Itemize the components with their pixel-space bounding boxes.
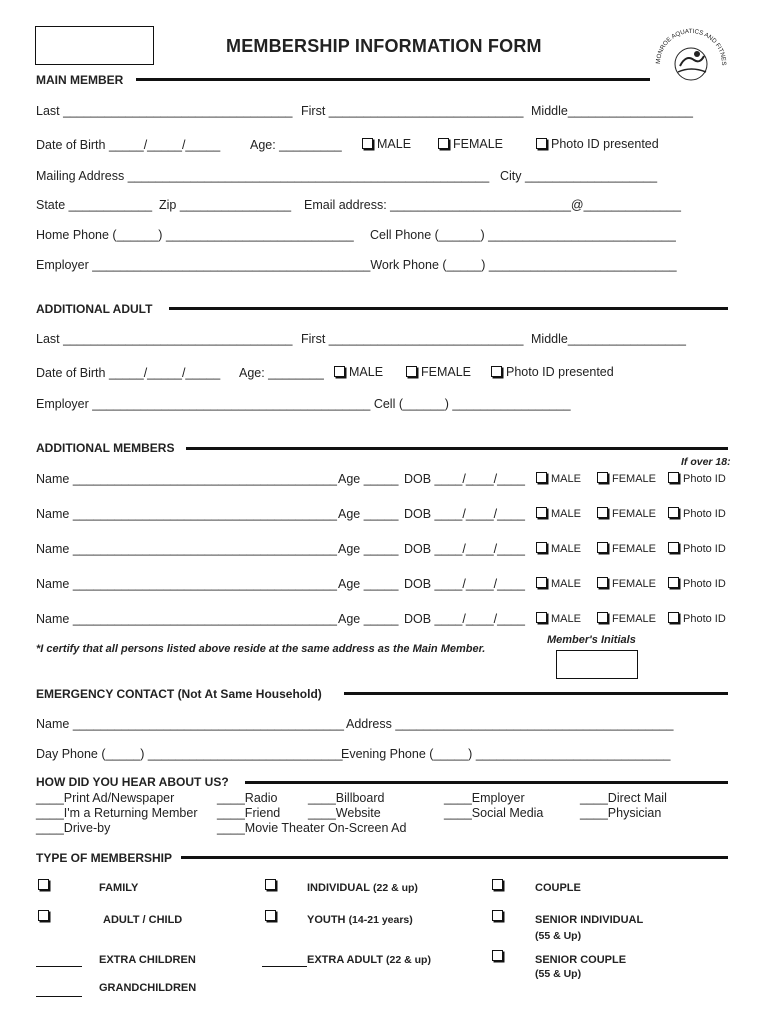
adult-middle-field[interactable]: Middle_________________ bbox=[531, 332, 687, 346]
member-dob-field[interactable]: DOB ____/____/____ bbox=[404, 542, 525, 556]
member-female-option[interactable]: FEMALE bbox=[597, 612, 656, 625]
emergency-day-phone-field[interactable]: Day Phone (_____) ____________________________ bbox=[36, 747, 343, 761]
senior-couple-checkbox[interactable] bbox=[492, 950, 503, 961]
youth-option: YOUTH (14-21 years) bbox=[307, 914, 413, 926]
hear-returning[interactable]: ____I'm a Returning Member bbox=[36, 806, 198, 820]
hear-direct-mail[interactable]: ____Direct Mail bbox=[580, 791, 667, 805]
checkbox-icon[interactable] bbox=[536, 472, 547, 483]
extra-children-label: EXTRA CHILDREN bbox=[99, 954, 196, 966]
member-female-option[interactable]: FEMALE bbox=[597, 577, 656, 590]
main-state-field[interactable]: State ____________ bbox=[36, 198, 153, 212]
adult-last-field[interactable]: Last _________________________________ bbox=[36, 332, 293, 346]
adult-photo-option[interactable]: Photo ID presented bbox=[491, 365, 614, 379]
main-middle-field[interactable]: Middle__________________ bbox=[531, 104, 693, 118]
section-rule bbox=[344, 692, 728, 695]
membership-heading: TYPE OF MEMBERSHIP bbox=[36, 851, 173, 865]
senior-individual-note: (55 & Up) bbox=[535, 930, 582, 942]
checkbox-icon[interactable] bbox=[536, 507, 547, 518]
hear-social-media[interactable]: ____Social Media bbox=[444, 806, 544, 820]
section-rule bbox=[169, 307, 728, 310]
checkbox-icon[interactable] bbox=[334, 366, 345, 377]
checkbox-icon[interactable] bbox=[597, 612, 608, 623]
member-photo-option[interactable]: Photo ID bbox=[668, 542, 726, 555]
member-male-option[interactable]: MALE bbox=[536, 507, 581, 520]
hear-website[interactable]: ____Website bbox=[308, 806, 381, 820]
couple-checkbox[interactable] bbox=[492, 879, 503, 890]
checkbox-icon[interactable] bbox=[438, 138, 449, 149]
family-label: FAMILY bbox=[99, 882, 139, 894]
member-photo-option[interactable]: Photo ID bbox=[668, 577, 726, 590]
member-age-field[interactable]: Age _____ bbox=[338, 577, 399, 591]
adult-dob-field[interactable]: Date of Birth _____/_____/_____ bbox=[36, 366, 221, 380]
member-female-option[interactable]: FEMALE bbox=[597, 507, 656, 520]
checkbox-icon[interactable] bbox=[668, 542, 679, 553]
checkbox-icon[interactable] bbox=[362, 138, 373, 149]
main-member-heading: MAIN MEMBER bbox=[36, 73, 124, 87]
main-male-option[interactable]: MALE bbox=[362, 137, 411, 151]
section-rule bbox=[181, 856, 728, 859]
main-photo-option[interactable]: Photo ID presented bbox=[536, 137, 659, 151]
member-dob-field[interactable]: DOB ____/____/____ bbox=[404, 472, 525, 486]
family-checkbox[interactable] bbox=[38, 879, 49, 890]
main-dob-field[interactable]: Date of Birth _____/_____/_____ bbox=[36, 138, 221, 152]
checkbox-icon[interactable] bbox=[536, 577, 547, 588]
logo-text: MONROE AQUATICS AND FITNES bbox=[654, 27, 728, 66]
member-name-field[interactable]: Name ______________________________________ bbox=[36, 542, 337, 556]
member-male-option[interactable]: MALE bbox=[536, 612, 581, 625]
checkbox-icon[interactable] bbox=[491, 366, 502, 377]
main-first-field[interactable]: First ____________________________ bbox=[301, 104, 524, 118]
main-age-field[interactable]: Age: _________ bbox=[250, 138, 342, 152]
checkbox-icon[interactable] bbox=[536, 542, 547, 553]
member-age-field[interactable]: Age _____ bbox=[338, 612, 399, 626]
member-female-option[interactable]: FEMALE bbox=[597, 472, 656, 485]
hear-radio[interactable]: ____Radio bbox=[217, 791, 278, 805]
member-age-field[interactable]: Age _____ bbox=[338, 507, 399, 521]
hear-movie-theater[interactable]: ____Movie Theater On-Screen Ad bbox=[217, 821, 407, 835]
checkbox-icon[interactable] bbox=[597, 577, 608, 588]
emergency-address-field[interactable]: Address ________________________________________ bbox=[346, 717, 674, 731]
emergency-heading: EMERGENCY CONTACT (Not At Same Household) bbox=[36, 687, 322, 701]
adult-child-checkbox[interactable] bbox=[38, 910, 49, 921]
adult-child-label: ADULT / CHILD bbox=[103, 914, 183, 926]
grandchildren-label: GRANDCHILDREN bbox=[99, 982, 197, 994]
checkbox-icon[interactable] bbox=[668, 577, 679, 588]
initials-label: Member's Initials bbox=[547, 634, 636, 646]
logo bbox=[652, 20, 730, 84]
member-age-field[interactable]: Age _____ bbox=[338, 472, 399, 486]
member-dob-field[interactable]: DOB ____/____/____ bbox=[404, 577, 525, 591]
member-dob-field[interactable]: DOB ____/____/____ bbox=[404, 507, 525, 521]
member-name-field[interactable]: Name ______________________________________ bbox=[36, 577, 337, 591]
adult-male-option[interactable]: MALE bbox=[334, 365, 383, 379]
member-age-field[interactable]: Age _____ bbox=[338, 542, 399, 556]
member-male-option[interactable]: MALE bbox=[536, 472, 581, 485]
hear-physician[interactable]: ____Physician bbox=[580, 806, 662, 820]
checkbox-icon[interactable] bbox=[536, 612, 547, 623]
section-rule bbox=[186, 447, 728, 450]
senior-couple-label: SENIOR COUPLE bbox=[535, 954, 627, 966]
section-rule bbox=[136, 78, 650, 81]
hear-drive-by[interactable]: ____Drive-by bbox=[36, 821, 111, 835]
main-zip-field[interactable]: Zip ________________ bbox=[159, 198, 292, 212]
member-name-field[interactable]: Name ______________________________________ bbox=[36, 507, 337, 521]
adult-female-option[interactable]: FEMALE bbox=[406, 365, 471, 379]
office-use-box[interactable] bbox=[35, 26, 154, 65]
additional-members-heading: ADDITIONAL MEMBERS bbox=[36, 441, 175, 455]
member-male-option[interactable]: MALE bbox=[536, 542, 581, 555]
checkbox-icon[interactable] bbox=[597, 472, 608, 483]
hear-friend[interactable]: ____Friend bbox=[217, 806, 281, 820]
checkbox-icon[interactable] bbox=[668, 612, 679, 623]
emergency-evening-phone-field[interactable]: Evening Phone (_____) ____________________________ bbox=[341, 747, 671, 761]
member-dob-field[interactable]: DOB ____/____/____ bbox=[404, 612, 525, 626]
checkbox-icon[interactable] bbox=[406, 366, 417, 377]
senior-couple-note: (55 & Up) bbox=[535, 968, 582, 980]
checkbox-icon[interactable] bbox=[597, 542, 608, 553]
section-rule bbox=[245, 781, 728, 784]
hear-print-ad[interactable]: ____Print Ad/Newspaper bbox=[36, 791, 175, 805]
form-title: MEMBERSHIP INFORMATION FORM bbox=[226, 36, 542, 56]
main-mailing-field[interactable]: Mailing Address ____________________________________________________ bbox=[36, 169, 490, 183]
member-name-field[interactable]: Name ______________________________________ bbox=[36, 472, 337, 486]
member-photo-option[interactable]: Photo ID bbox=[668, 612, 726, 625]
main-employer-field[interactable]: Employer ________________________________________Work Phone (_____) ___________________________ bbox=[36, 258, 677, 272]
checkbox-icon[interactable] bbox=[668, 472, 679, 483]
hear-employer[interactable]: ____Employer bbox=[444, 791, 525, 805]
main-email-field[interactable]: Email address: __________________________@______________ bbox=[304, 198, 681, 212]
couple-label: COUPLE bbox=[535, 882, 581, 894]
member-photo-option[interactable]: Photo ID bbox=[668, 472, 726, 485]
youth-checkbox[interactable] bbox=[265, 910, 276, 921]
main-home-phone-field[interactable]: Home Phone (______) ___________________________ bbox=[36, 228, 354, 242]
checkbox-icon[interactable] bbox=[668, 507, 679, 518]
emergency-name-field[interactable]: Name _______________________________________ bbox=[36, 717, 344, 731]
additional-adult-heading: ADDITIONAL ADULT bbox=[36, 302, 153, 316]
member-photo-option[interactable]: Photo ID bbox=[668, 507, 726, 520]
individual-option: INDIVIDUAL (22 & up) bbox=[307, 882, 418, 894]
hear-billboard[interactable]: ____Billboard bbox=[308, 791, 385, 805]
member-male-option[interactable]: MALE bbox=[536, 577, 581, 590]
individual-checkbox[interactable] bbox=[265, 879, 276, 890]
grandchildren-blank[interactable] bbox=[36, 996, 82, 997]
senior-individual-label: SENIOR INDIVIDUAL bbox=[535, 914, 644, 926]
main-last-field[interactable]: Last _________________________________ bbox=[36, 104, 293, 118]
over-18-note: If over 18: bbox=[681, 456, 731, 468]
member-name-field[interactable]: Name ______________________________________ bbox=[36, 612, 337, 626]
extra-children-blank[interactable] bbox=[36, 966, 82, 967]
main-city-field[interactable]: City ___________________ bbox=[500, 169, 658, 183]
extra-adult-option: EXTRA ADULT (22 & up) bbox=[307, 954, 431, 966]
member-female-option[interactable]: FEMALE bbox=[597, 542, 656, 555]
extra-adult-blank[interactable] bbox=[262, 966, 307, 967]
senior-individual-checkbox[interactable] bbox=[492, 910, 503, 921]
hear-heading: HOW DID YOU HEAR ABOUT US? bbox=[36, 775, 229, 789]
adult-age-field[interactable]: Age: ________ bbox=[239, 366, 324, 380]
checkbox-icon[interactable] bbox=[597, 507, 608, 518]
initials-box[interactable] bbox=[556, 650, 638, 679]
main-cell-phone-field[interactable]: Cell Phone (______) ___________________________ bbox=[370, 228, 676, 242]
adult-first-field[interactable]: First ____________________________ bbox=[301, 332, 524, 346]
certify-statement: *I certify that all persons listed above reside at the same address as the Main Member. bbox=[36, 643, 486, 655]
checkbox-icon[interactable] bbox=[536, 138, 547, 149]
main-female-option[interactable]: FEMALE bbox=[438, 137, 503, 151]
adult-employer-field[interactable]: Employer ________________________________________ Cell (______) _________________ bbox=[36, 397, 571, 411]
